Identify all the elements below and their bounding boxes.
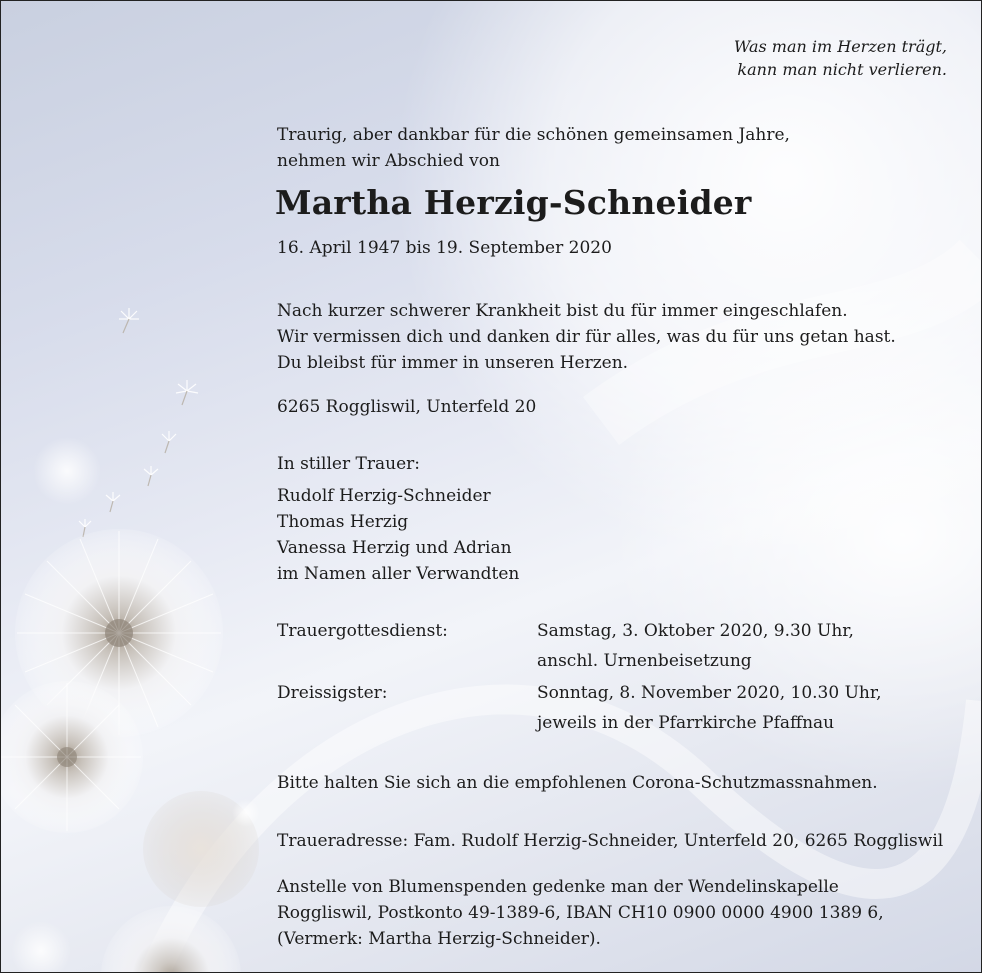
mourner-name: im Namen aller Verwandten	[277, 564, 520, 584]
mourning-address: Traueradresse: Fam. Rudolf Herzig-Schneider, Unterfeld 20, 6265 Roggliswil	[277, 831, 944, 851]
motto-line: Was man im Herzen trägt,	[733, 37, 947, 56]
donation-line: Anstelle von Blumenspenden gedenke man der Wendelinskapelle	[277, 877, 839, 897]
farewell-message	[277, 298, 896, 376]
event-detail-line: Samstag, 3. Oktober 2020, 9.30 Uhr,	[537, 621, 854, 641]
message-line: Wir vermissen dich und danken dir für alles, was du für uns getan hast.	[277, 327, 896, 347]
intro-text	[277, 122, 790, 174]
intro-line: nehmen wir Abschied von	[277, 151, 500, 171]
donation-line: (Vermerk: Martha Herzig-Schneider).	[277, 929, 601, 949]
event-label-thirtieth: Dreissigster:	[277, 683, 388, 703]
mourners-list	[277, 451, 519, 587]
life-dates: 16. April 1947 bis 19. September 2020	[277, 238, 612, 258]
bokeh-circle	[232, 799, 260, 827]
event-details-thirtieth	[537, 680, 882, 736]
motto-line: kann man nicht verlieren.	[737, 60, 947, 79]
home-address: 6265 Roggliswil, Unterfeld 20	[277, 397, 537, 417]
mourner-name: Rudolf Herzig-Schneider	[277, 486, 491, 506]
deceased-name: Martha Herzig-Schneider	[275, 183, 752, 222]
message-line: Nach kurzer schwerer Krankheit bist du für immer eingeschlafen.	[277, 301, 848, 321]
mourners-heading: In stiller Trauer:	[277, 454, 420, 474]
dandelion-bottom-icon	[101, 906, 241, 972]
bokeh-circle	[33, 437, 101, 505]
message-line: Du bleibst für immer in unseren Herzen.	[277, 353, 629, 373]
event-detail-line: Sonntag, 8. November 2020, 10.30 Uhr,	[537, 683, 882, 703]
donation-line: Roggliswil, Postkonto 49-1389-6, IBAN CH10 0900 0000 4900 1389 6,	[277, 903, 884, 923]
donation-note	[277, 874, 884, 952]
mourner-name: Thomas Herzig	[277, 512, 409, 532]
event-detail-line: anschl. Urnenbeisetzung	[537, 651, 752, 671]
corona-notice: Bitte halten Sie sich an die empfohlenen Corona-Schutzmassnahmen.	[277, 773, 878, 793]
bokeh-circle	[11, 921, 71, 972]
motto	[734, 35, 947, 81]
intro-line: Traurig, aber dankbar für die schönen gemeinsamen Jahre,	[277, 125, 790, 145]
event-detail-line: jeweils in der Pfarrkirche Pfaffnau	[537, 713, 835, 733]
mourner-name: Vanessa Herzig und Adrian	[277, 538, 512, 558]
flying-seeds-icon	[79, 308, 198, 537]
event-label-service: Trauergottesdienst:	[277, 621, 448, 641]
event-details-service	[537, 618, 854, 674]
